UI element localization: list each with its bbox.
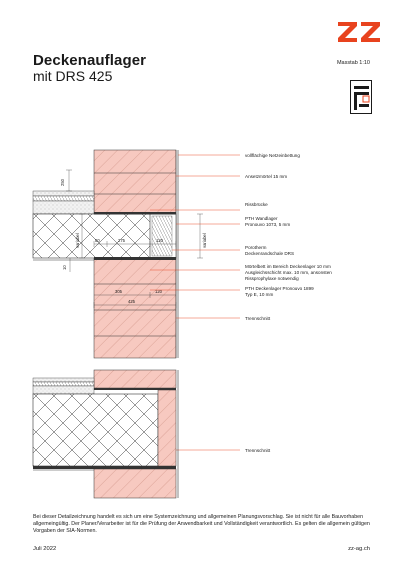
slab-bearing-strip	[94, 257, 176, 260]
label-deckenlager-2: Typ E, 10 mm	[245, 292, 274, 297]
lower-wall	[94, 258, 176, 358]
dim-variabel-3: variabel	[202, 233, 207, 248]
label-rissbruecke: Rissbrücke	[245, 202, 268, 207]
label-ansetzmoertel: Ansetzmörtel 15 mm	[245, 174, 288, 179]
dim-80: 80	[95, 238, 100, 243]
label-trennschnitt-2: Trennschnitt	[245, 448, 271, 453]
dim-250: 250	[60, 179, 65, 186]
label-moertelbett-3: Rissprophylaxe notwendig	[245, 276, 299, 281]
dim-120-a: 120	[156, 238, 163, 243]
page-subtitle: mit DRS 425	[33, 68, 113, 84]
lower-lower-wall	[94, 469, 176, 498]
lower-upper-wall	[94, 370, 176, 388]
label-moertelbett-1: Mörtelbett im Bereich Deckenlager 10 mm	[245, 264, 331, 269]
label-moertelbett-2: Ausgleichsschicht max. 10 mm, ansonsten	[245, 270, 332, 275]
label-wandlager-2: Pronouvo 1073, 5 mm	[245, 222, 291, 227]
label-trennschnitt-1: Trennschnitt	[245, 316, 271, 321]
label-porotherm-1: Porotherm	[245, 245, 267, 250]
wall-bearing-strip	[94, 212, 176, 215]
label-porotherm-2: Deckenrandschale DRS	[245, 251, 295, 256]
website-link[interactable]: zz-ag.ch	[348, 546, 370, 552]
floor-finish	[33, 191, 94, 196]
dim-305: 305	[115, 289, 122, 294]
screed	[33, 201, 94, 214]
upper-wall	[94, 150, 176, 214]
label-netzeinbettung: vollflächige Netzeinbettung	[245, 153, 300, 158]
impact-insulation	[33, 196, 94, 201]
label-wandlager-1: PTH Wandlager	[245, 216, 278, 221]
dim-10: 10	[62, 265, 67, 270]
dim-425: 425	[128, 299, 135, 304]
dim-120-b: 120	[155, 289, 162, 294]
scale-label: Masstab 1:10	[336, 60, 370, 66]
disclaimer-text: Bei dieser Detailzeichnung handelt es sich um eine Systemzeichnung und allgemeinen Planungsvorschlag. Sie ist nicht für alle Bauvorhaben allgemeingültig. Der Planer/Verarbeiter ist für die Prüfung der Anwendbarkeit und Vollständigkeit verantwortlich. Es gelten die allgemein gültigen Vorgaben der SIA-Normen.	[33, 514, 370, 534]
page-title: Deckenauflager	[33, 52, 147, 69]
dim-275: 275	[118, 238, 125, 243]
dim-variabel-1: variabel	[75, 233, 80, 248]
lower-slab	[33, 394, 158, 466]
label-deckenlager-1: PTH Deckenlager Pronouvo 1899	[245, 286, 314, 291]
date-label: Juli 2022	[33, 546, 57, 552]
